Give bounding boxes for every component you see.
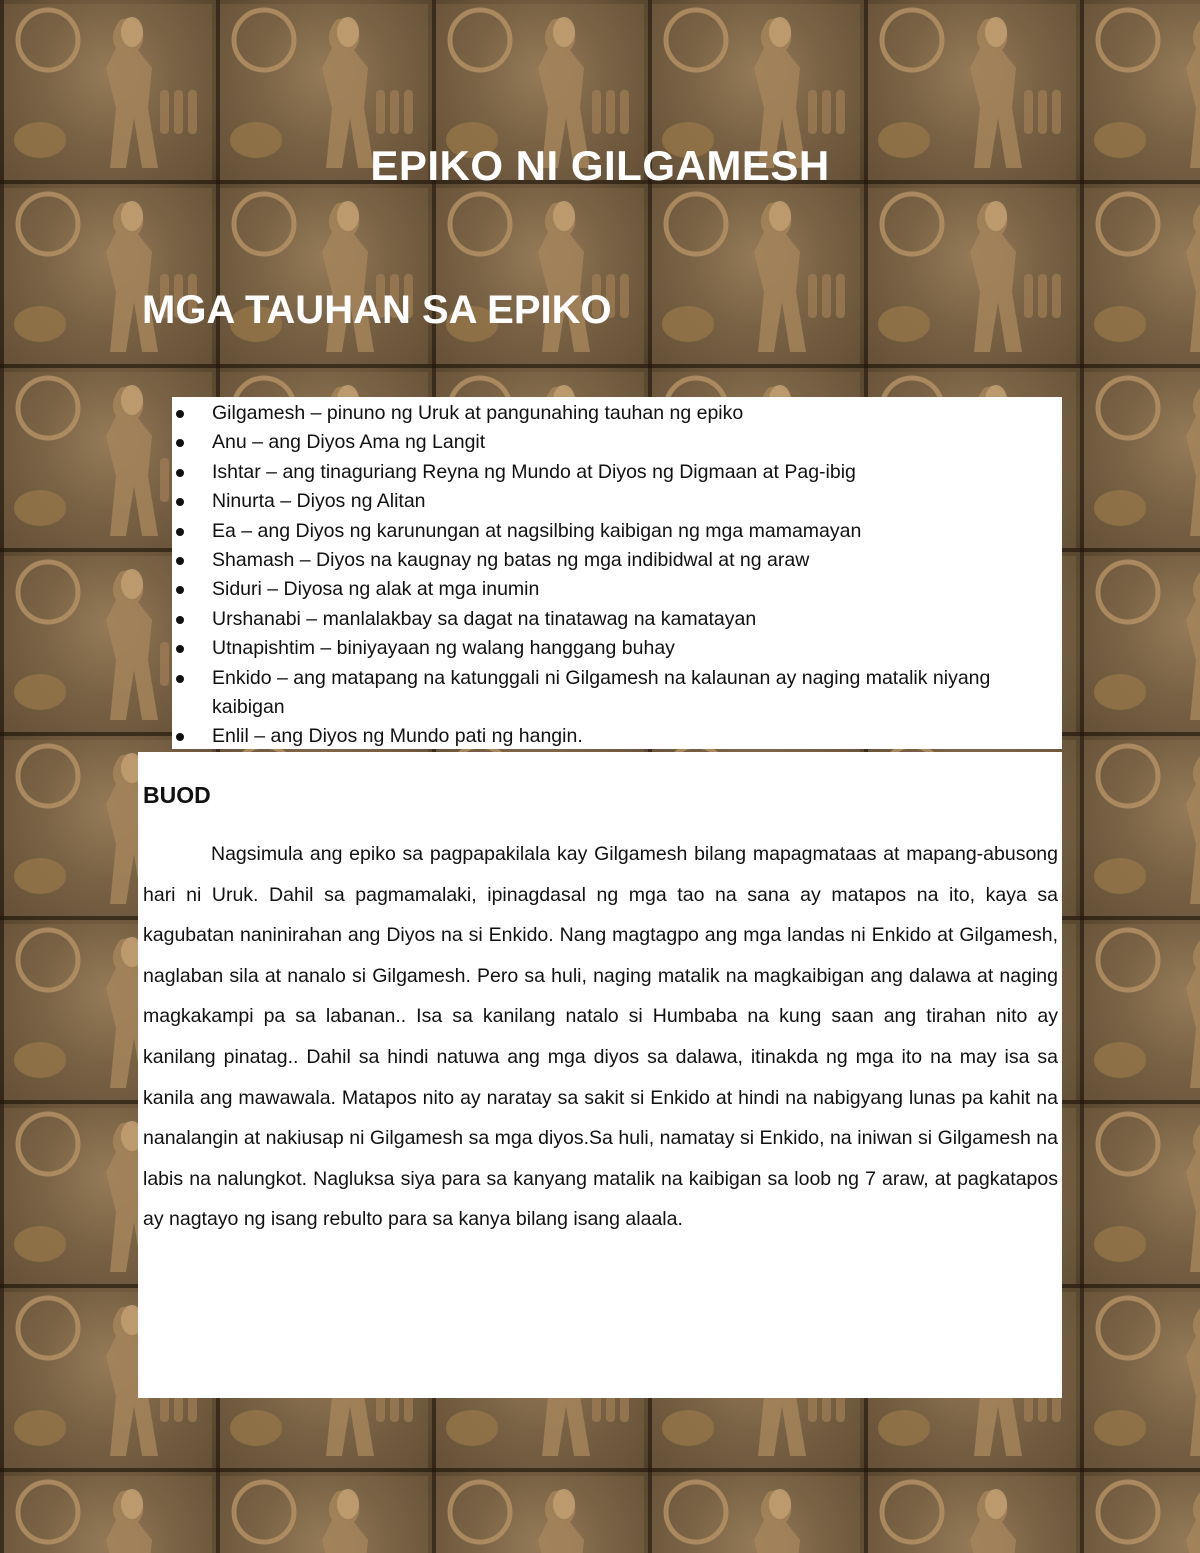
summary-paragraph: Nagsimula ang epiko sa pagpapakilala kay Gilgamesh bilang mapagmataas at mapang-abusong hari ni Uruk. Dahil sa pagmamalaki, ipinagdasal ng mga tao na sana ay matapos na ito, kaya sa kagubatan naninirahan ang Diyos na si Enkido. Nang magtagpo ang mga landas ni Enkido at Gilgamesh, naglaban sila at nanalo si Gilgamesh. Pero sa huli, naging matalik na magkaibigan ang dalawa at naging magkakampi pa sa labanan.. Isa sa kanilang natalo si Humbaba na kung saan ang tirahan nito ay kanilang pinatag.. Dahil sa hindi natuwa ang mga diyos sa dalawa, itinakda ng mga ito na may isa sa kanila ang mawawala. Matapos nito ay naratay sa sakit si Enkido at hindi na nabigyang lunas pa kahit na nanalangin at nakiusap ni Gilgamesh sa mga diyos.Sa huli, namatay si Enkido, na iniwan si Gilgamesh na labis na nalungkot. Nagluksa siya para sa kanyang matalik na kaibigan sa loob ng 7 araw, at pagkatapos ay nagtayo ng isang rebulto para sa kanya bilang isang alaala. (143, 843, 1058, 1231)
bullet-icon (176, 645, 184, 653)
relief-tile (652, 188, 860, 364)
characters-list (172, 399, 1052, 752)
relief-tile (436, 1476, 644, 1553)
document-title: EPIKO NI GILGAMESH (370, 142, 830, 189)
characters-panel (172, 397, 1062, 749)
relief-tile (1084, 740, 1200, 916)
list-item (172, 546, 1052, 575)
bullet-icon (176, 733, 184, 741)
list-item (172, 575, 1052, 604)
characters-heading: MGA TAUHAN SA EPIKO (142, 288, 612, 332)
character-entry: Ninurta – Diyos ng Alitan (212, 490, 426, 513)
relief-tile (1084, 188, 1200, 364)
bullet-icon (176, 410, 184, 418)
character-entry: Ea – ang Diyos ng karunungan at nagsilbing kaibigan ng mga mamamayan (212, 519, 862, 542)
list-item (172, 634, 1052, 663)
relief-tile (4, 188, 212, 364)
list-item (172, 428, 1052, 457)
relief-tile (220, 188, 428, 364)
relief-tile (1084, 1108, 1200, 1284)
character-entry: Enlil – ang Diyos ng Mundo pati ng hangin. (212, 725, 583, 748)
summary-heading: BUOD (143, 782, 211, 808)
character-entry: Utnapishtim – biniyayaan ng walang hanggang buhay (212, 637, 675, 660)
character-entry: Enkido – ang matapang na katunggali ni Gilgamesh na kalaunan ay naging matalik niyang kaibigan (212, 666, 991, 719)
character-entry: Shamash – Diyos na kaugnay ng batas ng mga indibidwal at ng araw (212, 549, 810, 572)
bullet-icon (176, 557, 184, 565)
list-item (172, 664, 1052, 723)
bullet-icon (176, 498, 184, 506)
relief-tile (4, 1476, 212, 1553)
list-item (172, 722, 1052, 751)
bullet-icon (176, 675, 184, 683)
bullet-icon (176, 616, 184, 624)
relief-tile (868, 1476, 1076, 1553)
relief-tile (1084, 556, 1200, 732)
list-item (172, 399, 1052, 428)
bullet-icon (176, 586, 184, 594)
relief-tile (652, 1476, 860, 1553)
character-entry: Urshanabi – manlalakbay sa dagat na tinatawag na kamatayan (212, 607, 757, 630)
character-entry: Ishtar – ang tinaguriang Reyna ng Mundo at Diyos ng Digmaan at Pag-ibig (212, 460, 856, 483)
list-item (172, 458, 1052, 487)
bullet-icon (176, 439, 184, 447)
relief-tile (220, 1476, 428, 1553)
character-entry: Siduri – Diyosa ng alak at mga inumin (212, 578, 540, 601)
relief-tile (1084, 372, 1200, 548)
relief-tile (868, 188, 1076, 364)
summary-panel (138, 752, 1062, 1398)
relief-tile (1084, 924, 1200, 1100)
list-item (172, 517, 1052, 546)
character-entry: Gilgamesh – pinuno ng Uruk at pangunahing tauhan ng epiko (212, 402, 744, 424)
relief-tile (1084, 1292, 1200, 1468)
list-item (172, 487, 1052, 516)
bullet-icon (176, 528, 184, 536)
list-item (172, 605, 1052, 634)
bullet-icon (176, 469, 184, 477)
relief-tile (1084, 1476, 1200, 1553)
character-entry: Anu – ang Diyos Ama ng Langit (212, 431, 486, 454)
relief-tile (436, 188, 644, 364)
